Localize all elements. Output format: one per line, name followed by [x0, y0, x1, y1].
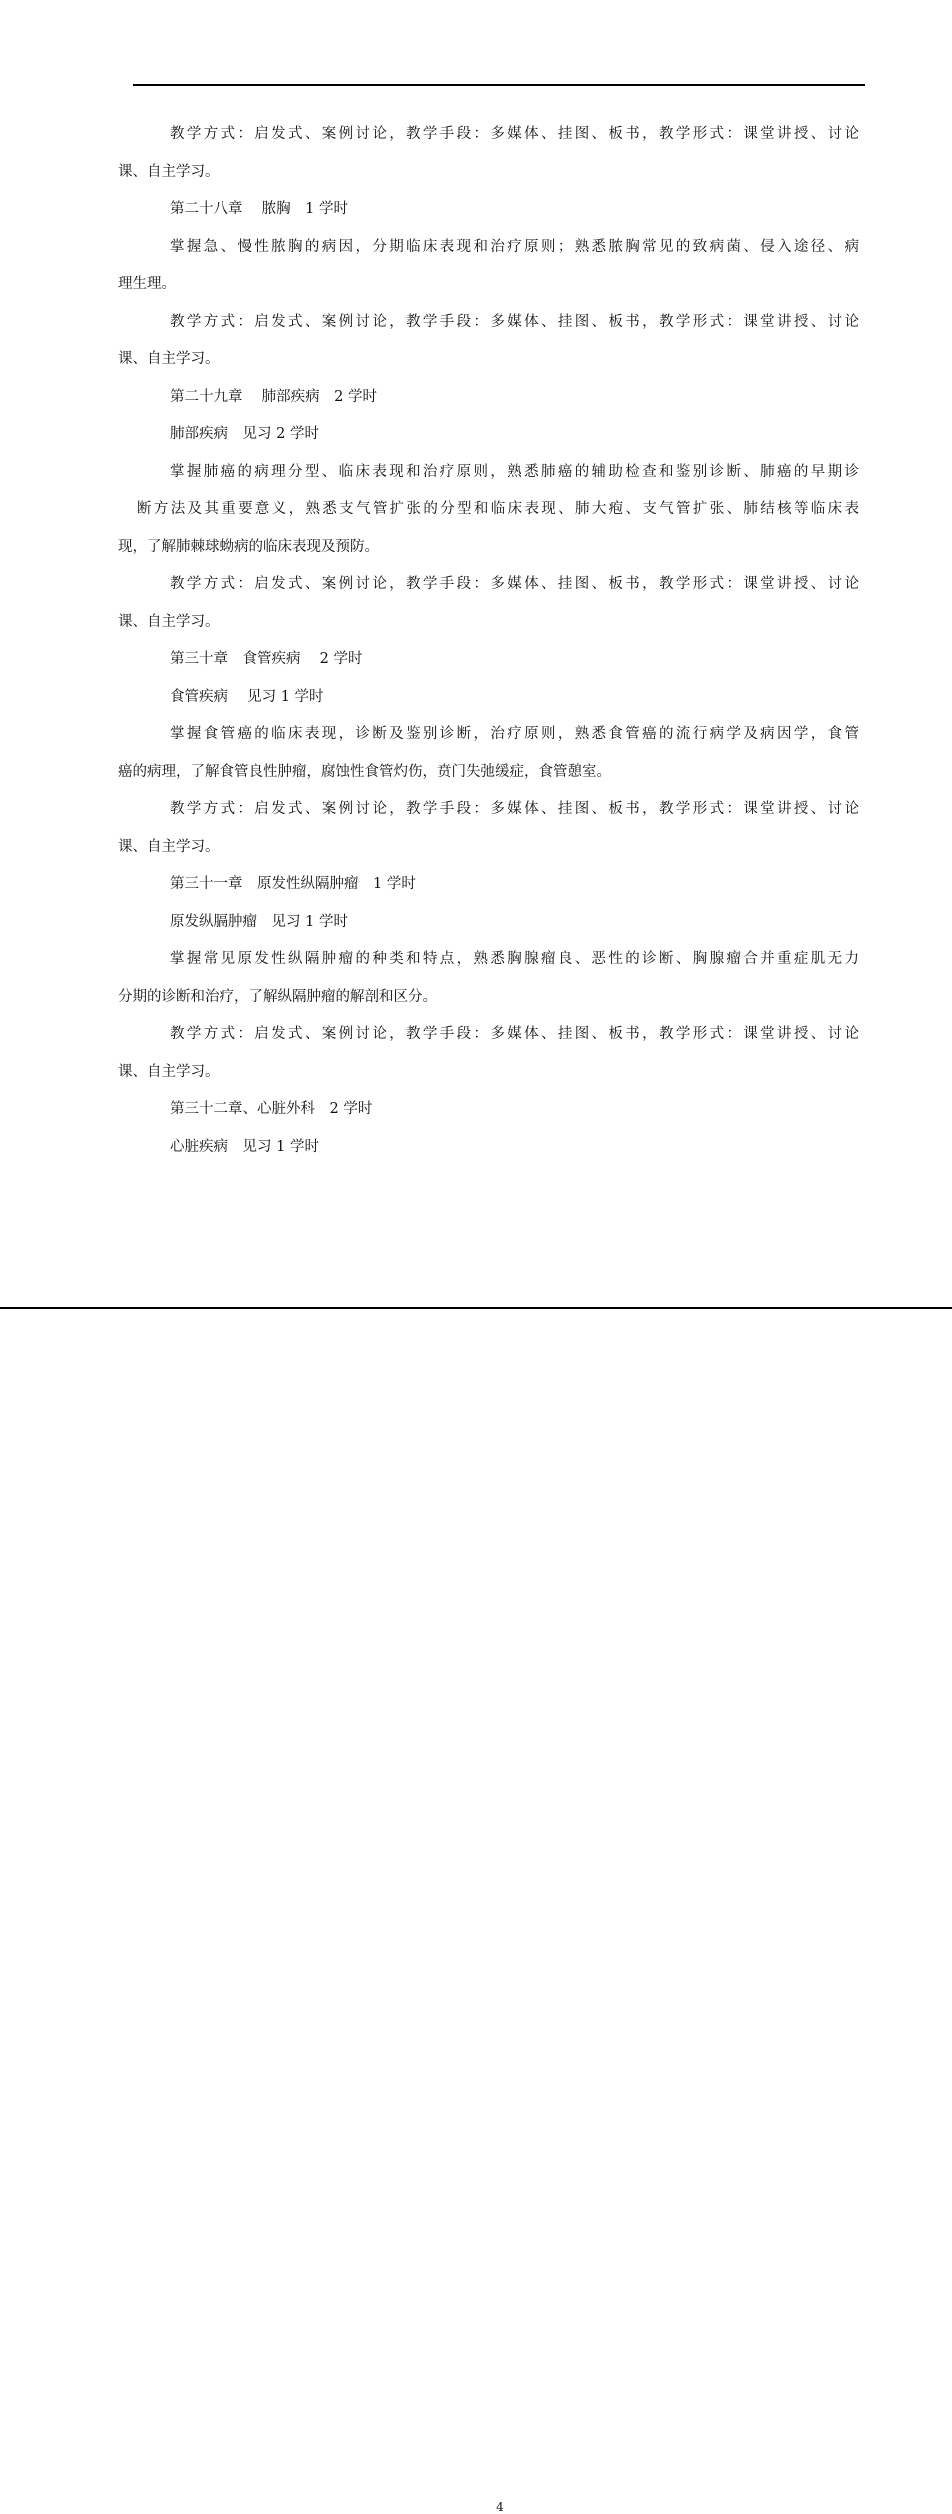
page-number: 4 — [496, 2500, 504, 2514]
paragraph-line: 第三十一章 原发性纵隔肿瘤 1 学时 — [170, 876, 416, 892]
footer-rule — [0, 1307, 952, 1309]
paragraph-line: 掌握肺癌的病理分型、临床表现和治疗原则，熟悉肺癌的辅助检查和鉴别诊断、肺癌的早期诊 — [170, 463, 859, 480]
paragraph-line: 教学方式：启发式、案例讨论，教学手段：多媒体、挂图、板书，教学形式：课堂讲授、讨论 — [170, 801, 859, 817]
paragraph — [137, 904, 859, 942]
paragraph — [118, 116, 859, 191]
paragraph — [137, 641, 859, 679]
paragraph — [118, 941, 859, 1016]
paragraph-line: 教学方式：启发式、案例讨论，教学手段：多媒体、挂图、板书，教学形式：课堂讲授、讨论 — [170, 1026, 859, 1042]
header-rule — [133, 84, 865, 86]
document-body — [118, 116, 859, 1166]
paragraph-line: 教学方式：启发式、案例讨论，教学手段：多媒体、挂图、板书，教学形式：课堂讲授、讨论 — [170, 313, 859, 330]
paragraph — [137, 866, 859, 904]
paragraph-line: 第三十章 食管疾病 2 学时 — [170, 651, 363, 667]
paragraph-line: 分期的诊断和治疗，了解纵隔肿瘤的解剖和区分。 — [118, 988, 437, 1005]
paragraph-line: 心脏疾病 见习 1 学时 — [170, 1138, 319, 1155]
paragraph-line: 现，了解肺棘球蚴病的临床表现及预防。 — [118, 538, 379, 555]
paragraph — [137, 679, 859, 717]
paragraph-line: 课、自主学习。 — [118, 613, 220, 630]
paragraph-line: 课、自主学习。 — [118, 838, 220, 855]
paragraph — [118, 791, 859, 866]
paragraph-line: 课、自主学习。 — [118, 351, 220, 367]
paragraph — [118, 454, 859, 567]
paragraph — [118, 304, 859, 379]
paragraph-line: 课、自主学习。 — [118, 1063, 220, 1080]
page-footer — [0, 1250, 952, 2514]
paragraph-line: 肺部疾病 见习 2 学时 — [170, 426, 319, 442]
paragraph-line: 掌握食管癌的临床表现，诊断及鉴别诊断，治疗原则，熟悉食管癌的流行病学及病因学，食管 — [170, 726, 859, 742]
paragraph-line: 掌握急、慢性脓胸的病因，分期临床表现和治疗原则；熟悉脓胸常见的致病菌、侵入途径、病 — [170, 238, 859, 255]
paragraph-line: 第三十二章、心脏外科 2 学时 — [170, 1101, 373, 1117]
paragraph — [118, 566, 859, 641]
paragraph-line: 理生理。 — [118, 276, 176, 292]
paragraph — [137, 1129, 859, 1167]
paragraph-line: 掌握常见原发性纵隔肿瘤的种类和特点，熟悉胸腺瘤良、恶性的诊断、胸腺瘤合并重症肌无力 — [170, 951, 859, 967]
paragraph — [137, 416, 859, 454]
paragraph-line: 第二十八章 脓胸 1 学时 — [170, 201, 348, 217]
paragraph-line: 癌的病理，了解食管良性肿瘤，腐蚀性食管灼伤，贲门失弛缓症，食管憩室。 — [118, 763, 611, 780]
paragraph-line: 原发纵膈肿瘤 见习 1 学时 — [170, 913, 348, 930]
paragraph — [137, 191, 859, 229]
paragraph-line: 断方法及其重要意义，熟悉支气管扩张的分型和临床表现、肺大疱、支气管扩张、肺结核等临床表 — [137, 501, 859, 517]
paragraph — [137, 379, 859, 417]
paragraph-line: 教学方式：启发式、案例讨论，教学手段：多媒体、挂图、板书，教学形式：课堂讲授、讨论 — [170, 126, 859, 142]
paragraph — [137, 1091, 859, 1129]
paragraph — [118, 716, 859, 791]
paragraph-line: 食管疾病 见习 1 学时 — [170, 688, 324, 705]
paragraph-line: 教学方式：启发式、案例讨论，教学手段：多媒体、挂图、板书，教学形式：课堂讲授、讨论 — [170, 576, 859, 592]
paragraph — [118, 229, 859, 304]
paragraph-line: 课、自主学习。 — [118, 163, 220, 180]
paragraph-line: 第二十九章 肺部疾病 2 学时 — [170, 388, 377, 405]
paragraph — [118, 1016, 859, 1091]
